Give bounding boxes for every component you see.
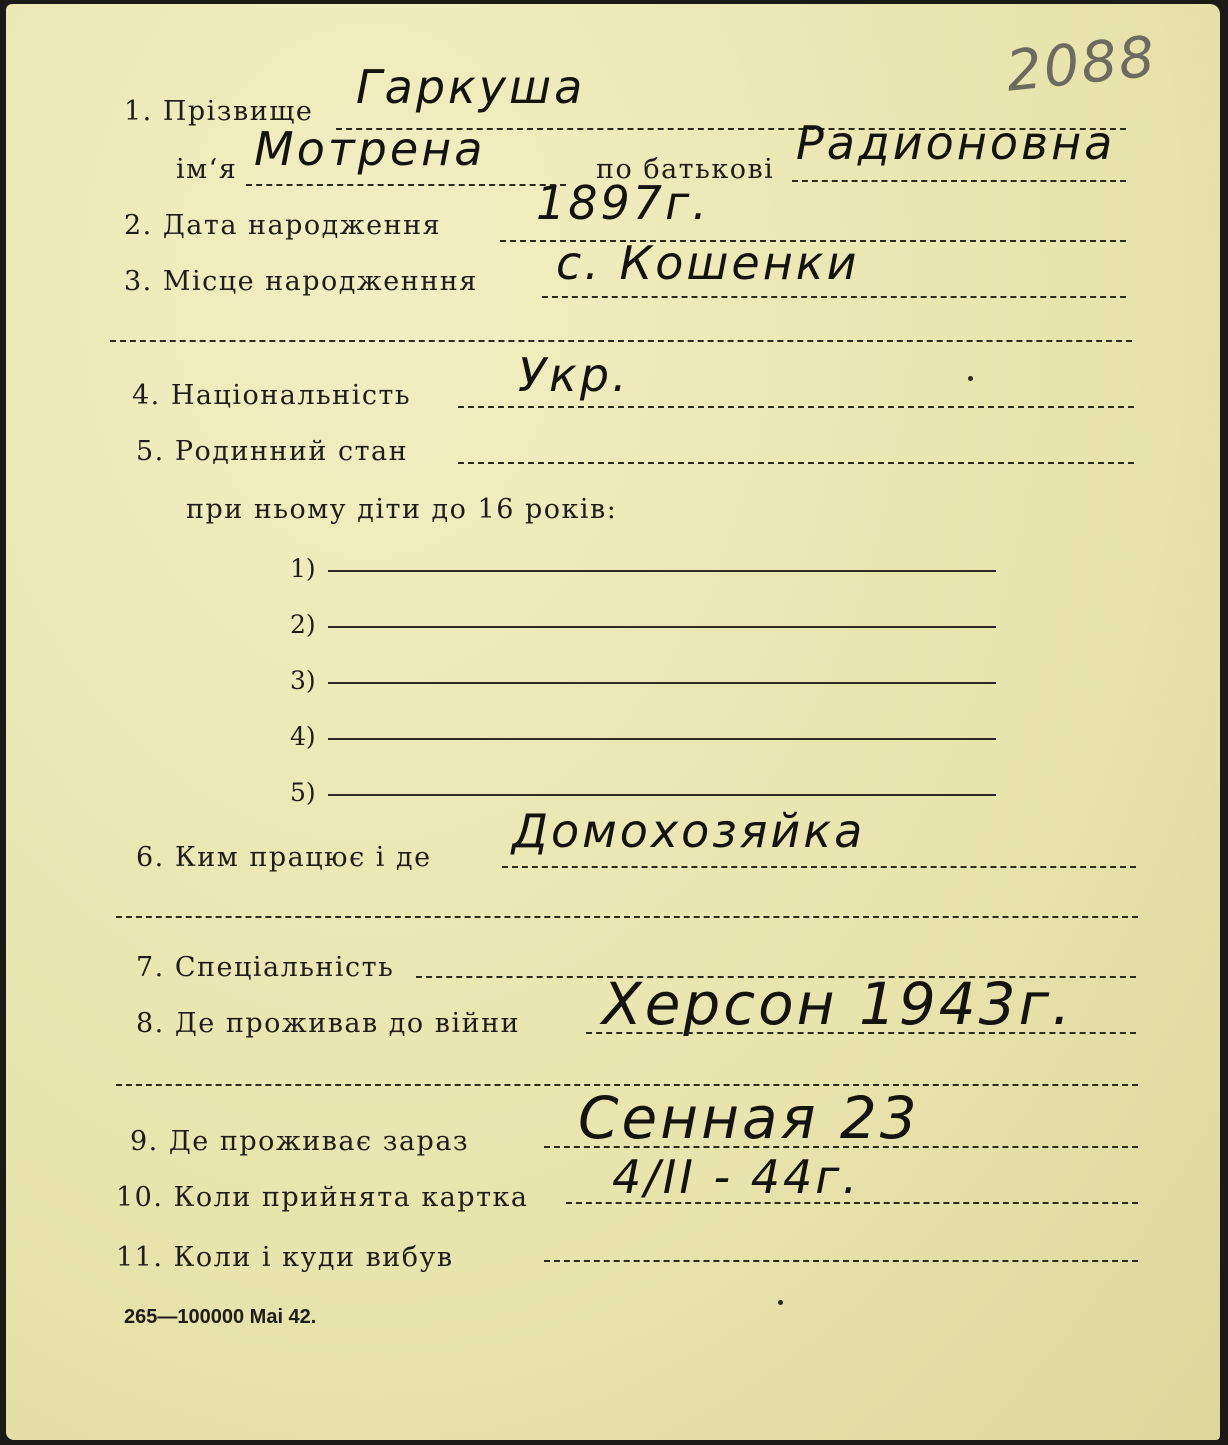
birth-place-label: 3. Місце народженння	[124, 266, 478, 297]
child-4-number: 4)	[290, 722, 316, 751]
current-residence-label: 9. Де проживає зараз	[130, 1126, 470, 1157]
marital-status-label: 5. Родинний стан	[136, 436, 409, 467]
surname-label: 1. Прізвище	[124, 96, 314, 127]
patronymic-label: по батькові	[596, 154, 775, 185]
birth-place-value: с. Кошенки	[556, 236, 860, 290]
card-received-label: 10. Коли прийнята картка	[116, 1182, 529, 1213]
ink-dot	[968, 376, 973, 381]
child-3-line	[328, 682, 996, 684]
child-5-number: 5)	[290, 778, 316, 807]
children-label: при ньому діти до 16 років:	[186, 494, 618, 525]
work-label: 6. Ким працює і де	[136, 842, 432, 873]
print-run-code: 265—100000 Mai 42.	[124, 1306, 317, 1328]
specialty-label: 7. Спеціальність	[136, 952, 395, 983]
registration-card	[6, 4, 1220, 1440]
patronymic-line	[792, 180, 1126, 182]
first-name-value: Мотрена	[254, 122, 486, 176]
prewar-residence-line	[586, 1032, 1136, 1034]
surname-value: Гаркуша	[356, 60, 586, 114]
nationality-line	[458, 406, 1134, 408]
birth-place-line	[542, 296, 1126, 298]
child-1-line	[328, 570, 996, 572]
marital-status-line	[458, 462, 1134, 464]
prewar-residence-value: Херсон 1943г.	[602, 970, 1074, 1038]
departure-label: 11. Коли і куди вибув	[116, 1242, 454, 1273]
departure-line	[544, 1260, 1138, 1262]
child-2-line	[328, 626, 996, 628]
work-line	[502, 866, 1136, 868]
current-residence-line	[544, 1146, 1138, 1148]
birth-place-line-2	[110, 340, 1132, 342]
nationality-label: 4. Національність	[132, 380, 412, 411]
child-4-line	[328, 738, 996, 740]
birth-date-label: 2. Дата народження	[124, 210, 442, 241]
birth-date-value: 1897г.	[536, 176, 710, 230]
first-name-label: ім‘я	[176, 154, 238, 185]
current-residence-value: Сенная 23	[578, 1084, 920, 1152]
child-5-line	[328, 794, 996, 796]
patronymic-value: Радионовна	[796, 116, 1116, 170]
card-received-value: 4/II - 44г.	[612, 1150, 861, 1204]
card-received-line	[566, 1202, 1138, 1204]
nationality-value: Укр.	[518, 348, 630, 402]
child-1-number: 1)	[290, 554, 316, 583]
child-2-number: 2)	[290, 610, 316, 639]
prewar-residence-label: 8. Де проживав до війни	[136, 1008, 521, 1039]
ink-dot-2	[778, 1300, 783, 1305]
child-3-number: 3)	[290, 666, 316, 695]
first-name-line	[246, 184, 566, 186]
archive-number: 2088	[1003, 24, 1160, 105]
work-value: Домохозяйка	[512, 804, 866, 858]
work-line-2	[116, 916, 1138, 918]
